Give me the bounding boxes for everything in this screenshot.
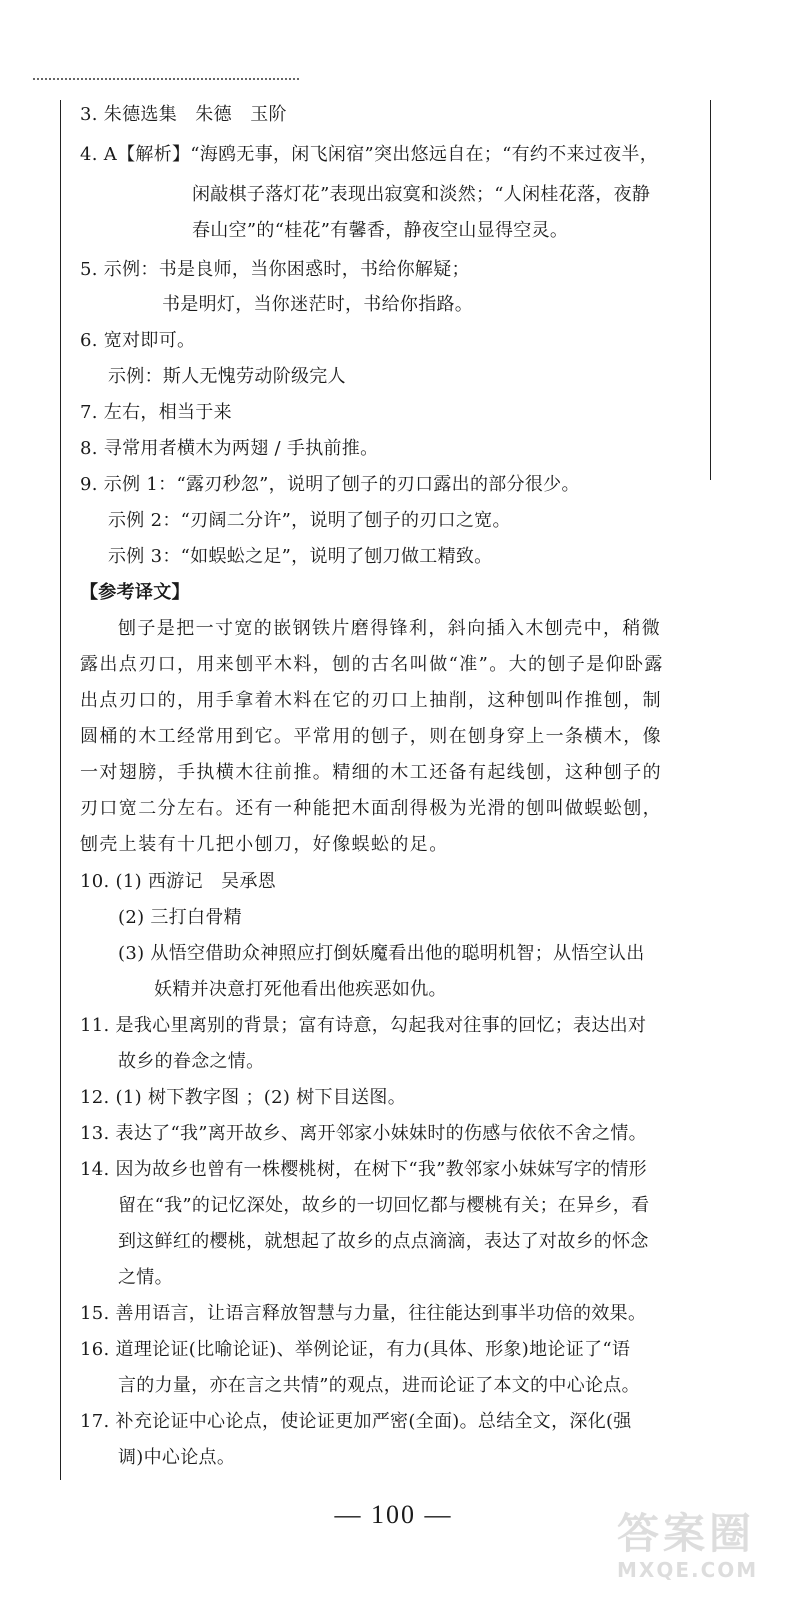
- answer-9-example-2: 示例 2：“刃阔二分许”，说明了刨子的刃口之宽。: [108, 510, 511, 531]
- answer-5-line-2: 书是明灯，当你迷茫时，书给你指路。: [162, 294, 474, 315]
- answer-10-part-3-line-2: 妖精并决意打死他看出他疾恶如仇。: [154, 979, 447, 1000]
- right-margin-line: [710, 100, 711, 480]
- translation-line-6: 刃口宽二分左右。还有一种能把木面刮得极为光滑的刨叫做蜈蚣刨，: [80, 798, 662, 819]
- answer-9-example-3: 示例 3：“如蜈蚣之足”，说明了刨刀做工精致。: [108, 546, 493, 567]
- answer-6-example: 示例：斯人无愧劳动阶级完人: [108, 366, 346, 387]
- answer-3: 3. 朱德选集 朱德 玉阶: [80, 104, 287, 125]
- answer-10-part-2: (2) 三打白骨精: [118, 907, 242, 928]
- answer-17-line-2: 调)中心论点。: [118, 1447, 236, 1468]
- top-dotted-rule: [33, 78, 299, 80]
- left-margin-line: [60, 100, 61, 1480]
- answer-13: 13. 表达了“我”离开故乡、离开邻家小妹妹时的伤感与依依不舍之情。: [80, 1123, 647, 1144]
- answer-16: 16. 道理论证(比喻论证)、举例论证，有力(具体、形象)地论证了“语: [80, 1339, 631, 1360]
- translation-line-3: 出点刃口的，用手拿着木料在它的刃口上抽削，这种刨叫作推刨，制: [80, 690, 662, 711]
- answer-6: 6. 宽对即可。: [80, 330, 196, 351]
- watermark-logo: [617, 1510, 757, 1590]
- reference-translation-heading: 【参考译文】: [80, 582, 190, 603]
- watermark-top-text: 答案圈: [617, 1509, 756, 1558]
- answer-9: 9. 示例 1：“露刃秒忽”，说明了刨子的刃口露出的部分很少。: [80, 474, 580, 495]
- translation-line-4: 圆桶的木工经常用到它。平常用的刨子，则在刨身穿上一条横木，像: [80, 726, 662, 747]
- answer-14: 14. 因为故乡也曾有一株樱桃树，在树下“我”教邻家小妹妹写字的情形: [80, 1159, 647, 1180]
- answer-16-line-2: 言的力量，亦在言之共情”的观点，进而论证了本文的中心论点。: [118, 1375, 640, 1396]
- answer-17: 17. 补充论证中心论点，使论证更加严密(全面)。总结全文，深化(强: [80, 1411, 632, 1432]
- watermark-bottom-text: MXQE.COM: [617, 1558, 759, 1582]
- page-number: — 100 —: [334, 1500, 453, 1529]
- answer-5: 5. 示例：书是良师，当你困惑时，书给你解疑；: [80, 259, 470, 280]
- translation-line-1: 刨子是把一寸宽的嵌钢铁片磨得锋利，斜向插入木刨壳中，稍微: [118, 618, 662, 639]
- translation-line-2: 露出点刃口，用来刨平木料，刨的古名叫做“准”。大的刨子是仰卧露: [80, 654, 664, 675]
- answer-4-line-3: 春山空”的“桂花”有馨香，静夜空山显得空灵。: [192, 220, 569, 241]
- translation-line-7: 刨壳上装有十几把小刨刀，好像蜈蚣的足。: [80, 834, 449, 855]
- answer-4: 4. A【解析】“海鸥无事，闲飞闲宿”突出悠远自在；“有约不来过夜半，: [80, 144, 658, 165]
- answer-11: 11. 是我心里离别的背景；富有诗意，勾起我对往事的回忆；表达出对: [80, 1015, 647, 1036]
- answer-8: 8. 寻常用者横木为两翅 / 手执前推。: [80, 438, 379, 459]
- answer-15: 15. 善用语言，让语言释放智慧与力量，往往能达到事半功倍的效果。: [80, 1303, 647, 1324]
- answer-14-line-4: 之情。: [118, 1267, 173, 1288]
- answer-7: 7. 左右，相当于来: [80, 402, 232, 423]
- answer-11-line-2: 故乡的眷念之情。: [118, 1051, 265, 1072]
- translation-line-5: 一对翅膀，手执横木往前推。精细的木工还备有起线刨，这种刨子的: [80, 762, 662, 783]
- answer-12: 12. (1) 树下教字图 ；(2) 树下目送图。: [80, 1087, 407, 1108]
- answer-14-line-2: 留在“我”的记忆深处，故乡的一切回忆都与樱桃有关；在异乡，看: [118, 1195, 650, 1216]
- answer-14-line-3: 到这鲜红的樱桃，就想起了故乡的点点滴滴，表达了对故乡的怀念: [118, 1231, 649, 1252]
- answer-10-part-3: (3) 从悟空借助众神照应打倒妖魔看出他的聪明机智；从悟空认出: [118, 943, 645, 964]
- answer-4-line-2: 闲敲棋子落灯花”表现出寂寞和淡然；“人闲桂花落，夜静: [192, 184, 651, 205]
- answer-10: 10. (1) 西游记 吴承恩: [80, 871, 277, 892]
